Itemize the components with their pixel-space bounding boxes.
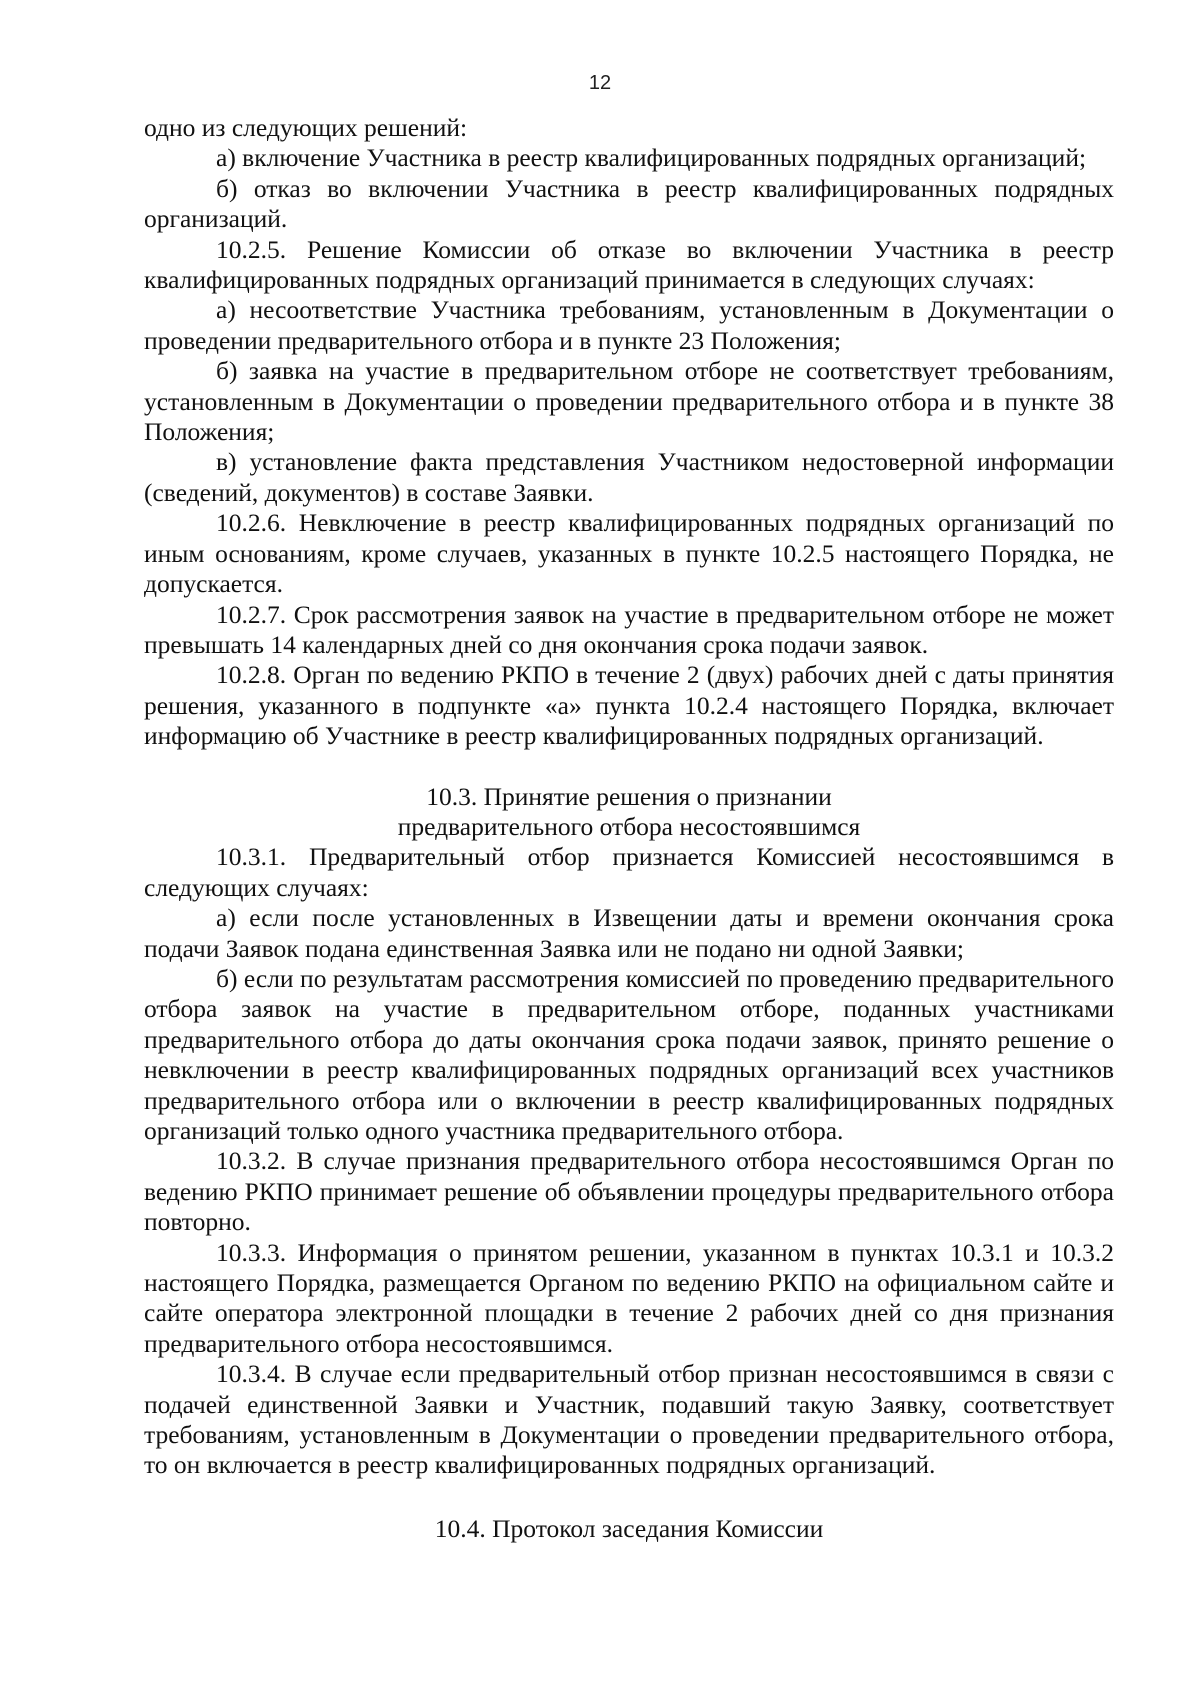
paragraph: а) включение Участника в реестр квалифицированных подрядных организаций; xyxy=(216,143,1087,173)
paragraph: 10.3.3. Информация о принятом решении, указанном в пунктах 10.3.1 и 10.3.2 настоящего Порядка, размещается Органом по ведению РКПО на официальном сайте и сайте оператора электронной площадки в течение 2 рабочих дней со дня признания предварительного отбора несостоявшимся. xyxy=(144,1237,1114,1358)
document-body xyxy=(144,113,1114,1544)
paragraph: б) если по результатам рассмотрения комиссией по проведению предварительного отбора заявок на участие в предварительном отборе, поданных участниками предварительного отбора до даты окончания срока подачи заявок, принято решение о невключении в реестр квалифицированных подрядных организаций всех участников предварительного отбора или о включении в реестр квалифицированных подрядных организаций только одного участника предварительного отбора. xyxy=(144,963,1114,1145)
section-heading-10-3-line-1: 10.3. Принятие решения о признании xyxy=(426,781,832,811)
page-number: 12 xyxy=(588,72,612,94)
paragraph: 10.3.2. В случае признания предварительного отбора несостоявшимся Орган по ведению РКПО принимает решение об объявлении процедуры предварительного отбора повторно. xyxy=(144,1146,1114,1237)
paragraph: а) несоответствие Участника требованиям, установленным в Документации о проведении предварительного отбора и в пункте 23 Положения; xyxy=(144,295,1114,355)
paragraph: 10.2.6. Невключение в реестр квалифицированных подрядных организаций по иным основаниям, кроме случаев, указанных в пункте 10.2.5 настоящего Порядка, не допускается. xyxy=(144,508,1114,599)
paragraph: одно из следующих решений: xyxy=(144,113,468,142)
paragraph: а) если после установленных в Извещении даты и времени окончания срока подачи Заявок подана единственная Заявка или не подано ни одной Заявки; xyxy=(144,903,1114,963)
paragraph: 10.2.5. Решение Комиссии об отказе во включении Участника в реестр квалифицированных подрядных организаций принимается в следующих случаях: xyxy=(144,234,1114,295)
section-heading-10-3-line-2: предварительного отбора несостоявшимся xyxy=(397,811,861,841)
spacer xyxy=(144,1481,1114,1514)
paragraph: в) установление факта представления Участником недостоверной информации (сведений, документов) в составе Заявки. xyxy=(144,447,1114,507)
paragraph: 10.3.1. Предварительный отбор признается Комиссией несостоявшимся в следующих случаях: xyxy=(144,842,1114,902)
section-heading-10-4: 10.4. Протокол заседания Комиссии xyxy=(434,1513,824,1543)
paragraph: б) отказ во включении Участника в реестр квалифицированных подрядных организаций. xyxy=(144,173,1114,234)
paragraph: 10.2.8. Орган по ведению РКПО в течение 2 (двух) рабочих дней с даты принятия решения, указанного в подпункте «а» пункта 10.2.4 настоящего Порядка, включает информацию об Участнике в реестр квалифицированных подрядных организаций. xyxy=(144,660,1114,751)
spacer xyxy=(144,752,1114,782)
paragraph: 10.3.4. В случае если предварительный отбор признан несостоявшимся в связи с подачей единственной Заявки и Участник, подавший такую Заявку, соответствует требованиям, установленным в Документации о проведении предварительного отбора, то он включается в реестр квалифицированных подрядных организаций. xyxy=(144,1359,1114,1480)
paragraph: б) заявка на участие в предварительном отборе не соответствует требованиям, установленным в Документации о проведении предварительного отбора и в пункте 38 Положения; xyxy=(144,356,1114,447)
paragraph: 10.2.7. Срок рассмотрения заявок на участие в предварительном отборе не может превышать 14 календарных дней со дня окончания срока подачи заявок. xyxy=(144,599,1114,659)
